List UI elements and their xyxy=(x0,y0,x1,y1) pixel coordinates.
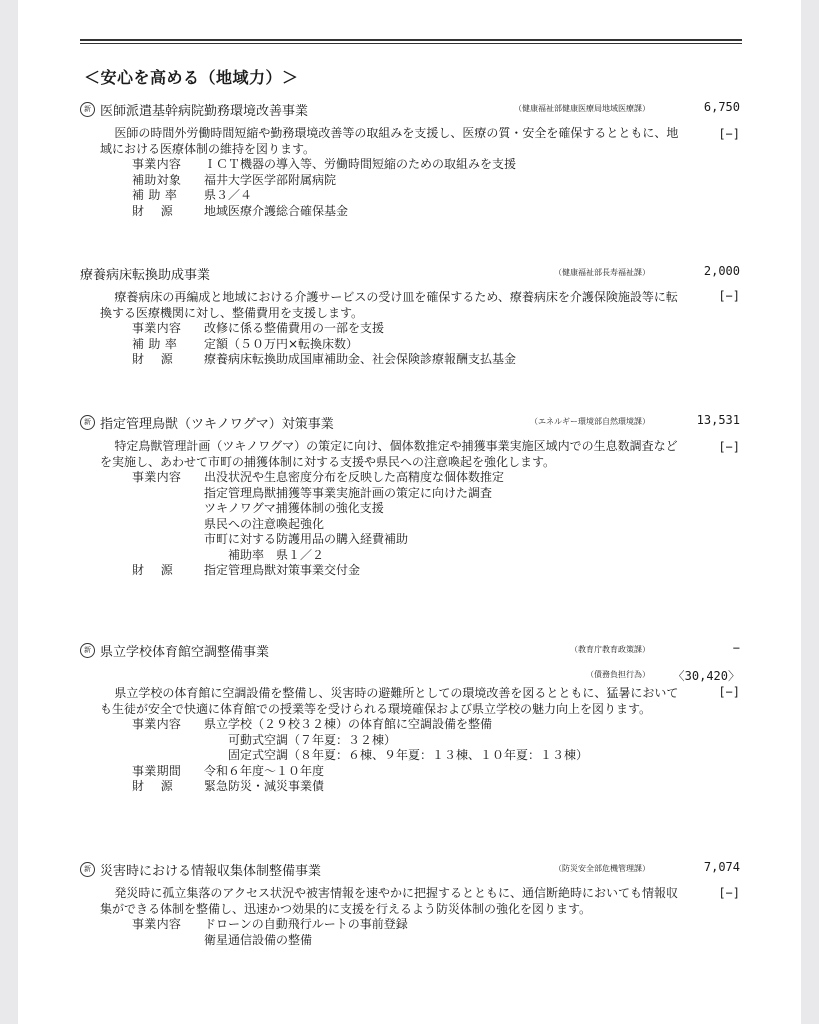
department: （健康福祉部長寿福祉課） xyxy=(554,268,650,277)
detail-value: ドローンの自動飛行ルートの事前登録 xyxy=(204,917,408,931)
budget-amount: 6,750 xyxy=(703,100,740,114)
detail-label: 事業期間 xyxy=(132,763,182,778)
project-section xyxy=(80,264,740,368)
document-page xyxy=(18,0,801,1024)
detail-label: 財 源 xyxy=(132,779,174,793)
detail-value: 固定式空調（８年夏：６棟、９年夏：１３棟、１０年夏：１３棟） xyxy=(204,748,589,762)
detail-label: 補 助 率 xyxy=(132,336,178,351)
detail-value: 定額（５０万円×転換床数） xyxy=(204,336,359,351)
prior-amount: [−] xyxy=(718,440,740,454)
department: （エネルギー環境部自然環境課） xyxy=(530,417,650,426)
detail-label: 事業内容 xyxy=(132,321,182,335)
detail-value: 可動式空調（７年夏：３２棟） xyxy=(204,732,397,747)
project-title: 指定管理鳥獣（ツキノワグマ）対策事業 xyxy=(100,417,334,432)
prior-amount: [−] xyxy=(718,886,740,900)
section-heading: ＜安心を高める（地域力）＞ xyxy=(84,68,299,87)
project-description: 県立学校の体育館に空調設備を整備し、災害時の避難所としての環境改善を図るとともに、猛暑においても生徒が安全で快適に体育館での授業等を受けられる環境確保および県立学校の魅力向上を図ります。 xyxy=(100,686,679,716)
budget-amount: − xyxy=(732,641,740,655)
detail-value: ＩＣＴ機器の導入等、労働時間短縮のための取組みを支援 xyxy=(204,157,517,171)
project-title: 県立学校体育館空調整備事業 xyxy=(100,645,270,660)
detail-value: 県３／４ xyxy=(204,188,253,202)
detail-label: 事業内容 xyxy=(132,157,182,171)
detail-label: 財 源 xyxy=(132,563,174,577)
project-details xyxy=(132,917,740,948)
department: （健康福祉部健康医療局地域医療課） xyxy=(514,104,650,113)
detail-value: 衛星通信設備の整備 xyxy=(204,932,313,947)
detail-value: 市町に対する防護用品の購入経費補助 xyxy=(204,532,409,546)
detail-label: 事業内容 xyxy=(132,917,182,931)
project-section xyxy=(80,860,740,948)
debt-burden-amount: 〈30,420〉 xyxy=(672,669,740,683)
top-rule-thin xyxy=(80,43,742,44)
new-badge-icon: 新 xyxy=(80,102,95,117)
detail-value: 補助率 県１／２ xyxy=(204,547,325,562)
project-details xyxy=(132,157,740,219)
project-section xyxy=(80,641,740,795)
new-badge-icon: 新 xyxy=(80,415,95,430)
project-title: 療養病床転換助成事業 xyxy=(80,268,211,283)
detail-value: 令和６年度〜１０年度 xyxy=(204,763,325,778)
project-title: 医師派遣基幹病院勤務環境改善事業 xyxy=(100,104,309,119)
project-section xyxy=(80,413,740,579)
project-details xyxy=(132,470,740,579)
department: （防災安全部危機管理課） xyxy=(554,864,650,873)
project-section xyxy=(80,100,740,219)
project-title: 災害時における情報収集体制整備事業 xyxy=(100,864,322,879)
detail-value: 療養病床転換助成国庫補助金、社会保険診療報酬支払基金 xyxy=(204,352,517,366)
detail-label: 補助対象 xyxy=(132,172,182,187)
top-rule xyxy=(80,39,742,41)
project-description: 療養病床の再編成と地域における介護サービスの受け皿を確保するため、療養病床を介護保険施設等に転換する医療機関に対し、整備費用を支援します。 xyxy=(100,290,678,320)
detail-value: 指定管理鳥獣対策事業交付金 xyxy=(204,563,361,577)
debt-burden-label: （債務負担行為） xyxy=(586,670,650,679)
detail-label: 補 助 率 xyxy=(132,188,178,202)
prior-amount: [−] xyxy=(718,685,740,699)
detail-value: 県民への注意喚起強化 xyxy=(204,516,325,531)
prior-amount: [−] xyxy=(718,127,740,141)
detail-label: 財 源 xyxy=(132,352,174,366)
budget-amount: 7,074 xyxy=(703,860,740,874)
detail-label: 事業内容 xyxy=(132,717,182,731)
prior-amount: [−] xyxy=(718,289,740,303)
project-details xyxy=(132,717,740,795)
detail-value: 指定管理鳥獣捕獲等事業実施計画の策定に向けた調査 xyxy=(204,485,493,500)
detail-value: 出没状況や生息密度分布を反映した高精度な個体数推定 xyxy=(204,470,505,484)
project-description: 発災時に孤立集落のアクセス状況や被害情報を速やかに把握するとともに、通信断絶時においても情報収集ができる体制を整備し、迅速かつ効果的に支援を行えるよう防災体制の強化を図ります。 xyxy=(100,886,679,916)
project-description: 医師の時間外労働時間短縮や勤務環境改善等の取組みを支援し、医療の質・安全を確保するとともに、地域における医療体制の維持を図ります。 xyxy=(100,126,679,156)
detail-label: 事業内容 xyxy=(132,470,182,484)
detail-value: ツキノワグマ捕獲体制の強化支援 xyxy=(204,501,384,515)
department: （教育庁教育政策課） xyxy=(570,645,650,654)
detail-value: 県立学校（２９校３２棟）の体育館に空調設備を整備 xyxy=(204,717,493,731)
project-details xyxy=(132,321,740,368)
budget-amount: 2,000 xyxy=(703,264,740,278)
detail-value: 緊急防災・減災事業債 xyxy=(204,779,325,793)
new-badge-icon: 新 xyxy=(80,643,95,658)
detail-value: 福井大学医学部附属病院 xyxy=(204,172,337,187)
detail-value: 地域医療介護総合確保基金 xyxy=(204,203,349,218)
project-description: 特定鳥獣管理計画（ツキノワグマ）の策定に向け、個体数推定や捕獲事業実施区域内での生息数調査などを実施し、あわせて市町の捕獲体制に対する支援や県民への注意喚起を強化します。 xyxy=(100,439,678,469)
detail-label: 財 源 xyxy=(132,203,174,218)
new-badge-icon: 新 xyxy=(80,862,95,877)
detail-value: 改修に係る整備費用の一部を支援 xyxy=(204,321,385,335)
budget-amount: 13,531 xyxy=(696,413,740,427)
